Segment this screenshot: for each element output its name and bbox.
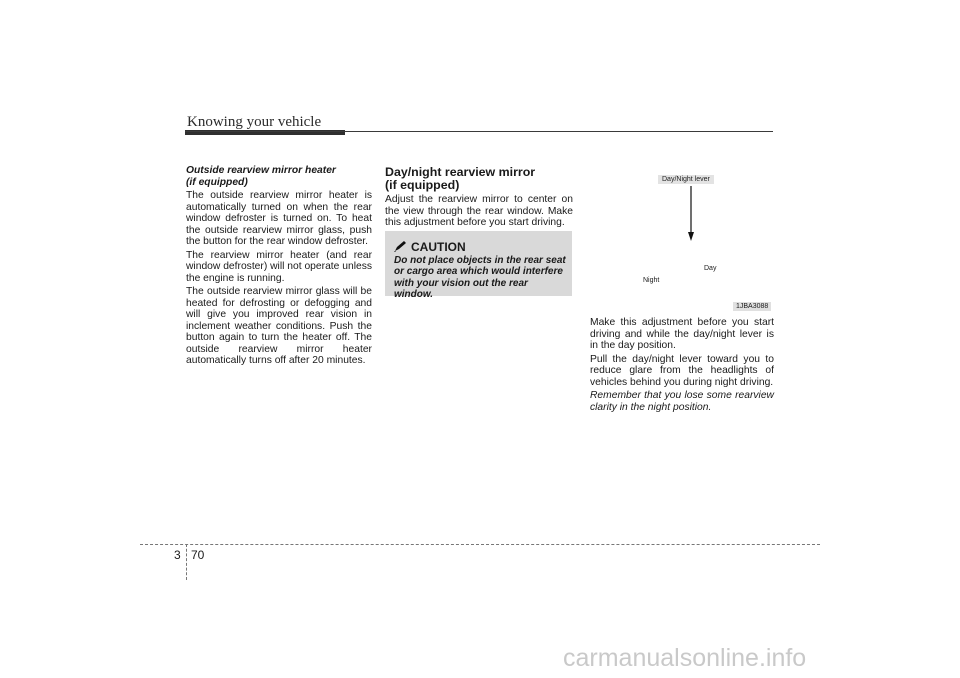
watermark: carmanualsonline.info (563, 644, 807, 672)
paragraph: Adjust the rearview mirror to center on the view through the rear window. Make this adjustment before you start driving. (385, 194, 573, 228)
down-arrow-icon (688, 186, 694, 247)
paragraph: Make this adjustment before you start driving and while the day/night lever is in the day position. (590, 317, 774, 351)
subheading-mirror-heater (186, 165, 372, 188)
subheading-line1: Outside rearview mirror heater (186, 165, 336, 176)
heading-day-night-mirror (385, 166, 573, 192)
day-label: Day (704, 265, 717, 272)
chapter-number: 3 (174, 548, 181, 562)
column-day-night-mirror (385, 166, 573, 231)
section-header-title: Knowing your vehicle (187, 114, 322, 130)
lever-label: Day/Night lever (658, 175, 714, 184)
footer-divider (186, 544, 187, 580)
column-mirror-usage (590, 317, 774, 415)
paragraph: The rearview mirror heater (and rear window defroster) will not operate unless the engine is running. (186, 249, 373, 284)
caution-header (394, 240, 466, 255)
heading-line1: Day/night rearview mirror (385, 165, 536, 179)
paragraph: The outside rearview mirror heater is automatically turned on when the rear window defroster is turned on. To heat the outside rearview mirror glass, push the button for the rear window defroster. (186, 190, 372, 247)
heading-line2: (if equipped) (385, 178, 460, 192)
subheading-line2: (if equipped) (186, 176, 248, 188)
header-rule (185, 131, 773, 132)
caution-text: Do not place objects in the rear seat or cargo area which would interfere with your vision out the rear window. (394, 255, 566, 301)
figure-code: 1JBA3088 (733, 302, 771, 311)
column-mirror-heater (186, 165, 372, 369)
caution-title: CAUTION (411, 240, 466, 254)
mirror-figure (588, 170, 774, 314)
pencil-icon (394, 241, 407, 255)
paragraph: Pull the day/night lever toward you to reduce glare from the headlights of vehicles behind you during night driving. (590, 353, 774, 388)
paragraph: The outside rearview mirror glass will be heated for defrosting or defogging and will give you improved rear vision in inclement weather conditions. Push the button again to turn the heater off. The outside rearview mirror heater automatically turns off after 20 minutes. (186, 286, 372, 366)
footer-rule (140, 544, 820, 545)
caution-box (385, 231, 572, 301)
page-number: 70 (191, 548, 205, 562)
paragraph-note: Remember that you lose some rearview clarity in the night position. (590, 390, 774, 413)
night-label: Night (643, 277, 660, 284)
